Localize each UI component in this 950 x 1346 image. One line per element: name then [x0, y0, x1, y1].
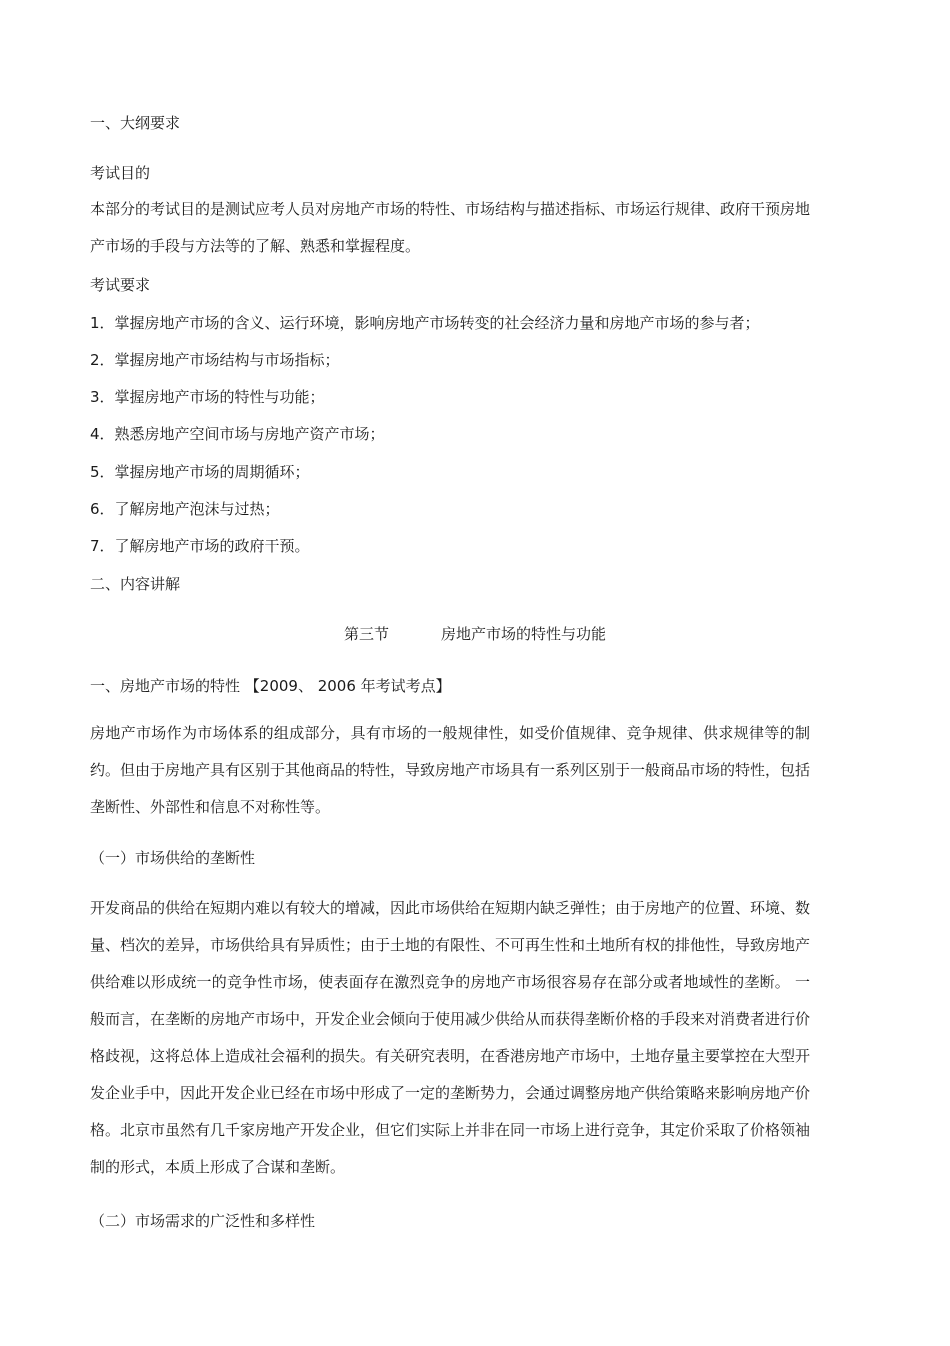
requirement-item: 6．了解房地产泡沫与过热；	[90, 500, 280, 518]
exam-purpose-label: 考试目的	[90, 164, 151, 182]
exam-purpose-text: 本部分的考试目的是测试应考人员对房地产市场的特性、市场结构与描述指标、市场运行规律、政府干预房地产市场的手段与方法等的了解、熟悉和掌握程度。	[90, 200, 811, 255]
section-heading	[0, 624, 950, 644]
outline-title: 一、大纲要求	[90, 114, 181, 132]
content-title: 二、内容讲解	[90, 575, 181, 593]
exam-requirements-label: 考试要求	[90, 276, 151, 294]
requirement-item: 2．掌握房地产市场结构与市场指标；	[90, 351, 340, 369]
point1-title: （一）市场供给的垄断性	[90, 849, 256, 867]
point1-paragraph: 开发商品的供给在短期内难以有较大的增减，因此市场供给在短期内缺乏弹性；由于房地产的位置、环境、数量、档次的差异，市场供给具有异质性；由于土地的有限性、不可再生性和土地所有权的排他性，导致房地产供给难以形成统一的竞争性市场，使表面存在激烈竞争的房地产市场很容易存在部分或者地域性的垄断。 一般而言，在垄断的房地产市场中，开发企业会倾向于使用减少供给从而获得垄断价格的手段来对消费者进行价格歧视，这将总体上造成社会福利的损失。有关研究表明，在香港房地产市场中，土地存量主要掌控在大型开发企业手中，因此开发企业已经在市场中形成了一定的垄断势力，会通过调整房地产供给策略来影响房地产价格。北京市虽然有几千家房地产开发企业，但它们实际上并非在同一市场上进行竞争，其定价采取了价格领袖制的形式，本质上形成了合谋和垄断。	[90, 899, 811, 1176]
intro-paragraph: 房地产市场作为市场体系的组成部分，具有市场的一般规律性，如受价值规律、竞争规律、供求规律等的制约。但由于房地产具有区别于其他商品的特性，导致房地产市场具有一系列区别于一般商品市场的特性，包括垄断性、外部性和信息不对称性等。	[90, 724, 811, 816]
section-title: 房地产市场的特性与功能	[441, 625, 607, 643]
requirement-item: 7．了解房地产市场的政府干预。	[90, 537, 310, 555]
requirement-item: 4．熟悉房地产空间市场与房地产资产市场；	[90, 425, 385, 443]
subsection-title: 一、房地产市场的特性 【2009、 2006 年考试考点】	[90, 677, 451, 695]
requirement-item: 3．掌握房地产市场的特性与功能；	[90, 388, 325, 406]
requirement-item: 5．掌握房地产市场的周期循环；	[90, 463, 310, 481]
point2-title: （二）市场需求的广泛性和多样性	[90, 1212, 316, 1230]
requirement-item: 1．掌握房地产市场的含义、运行环境，影响房地产市场转变的社会经济力量和房地产市场的参与者；	[90, 314, 760, 332]
section-number: 第三节	[343, 625, 389, 643]
